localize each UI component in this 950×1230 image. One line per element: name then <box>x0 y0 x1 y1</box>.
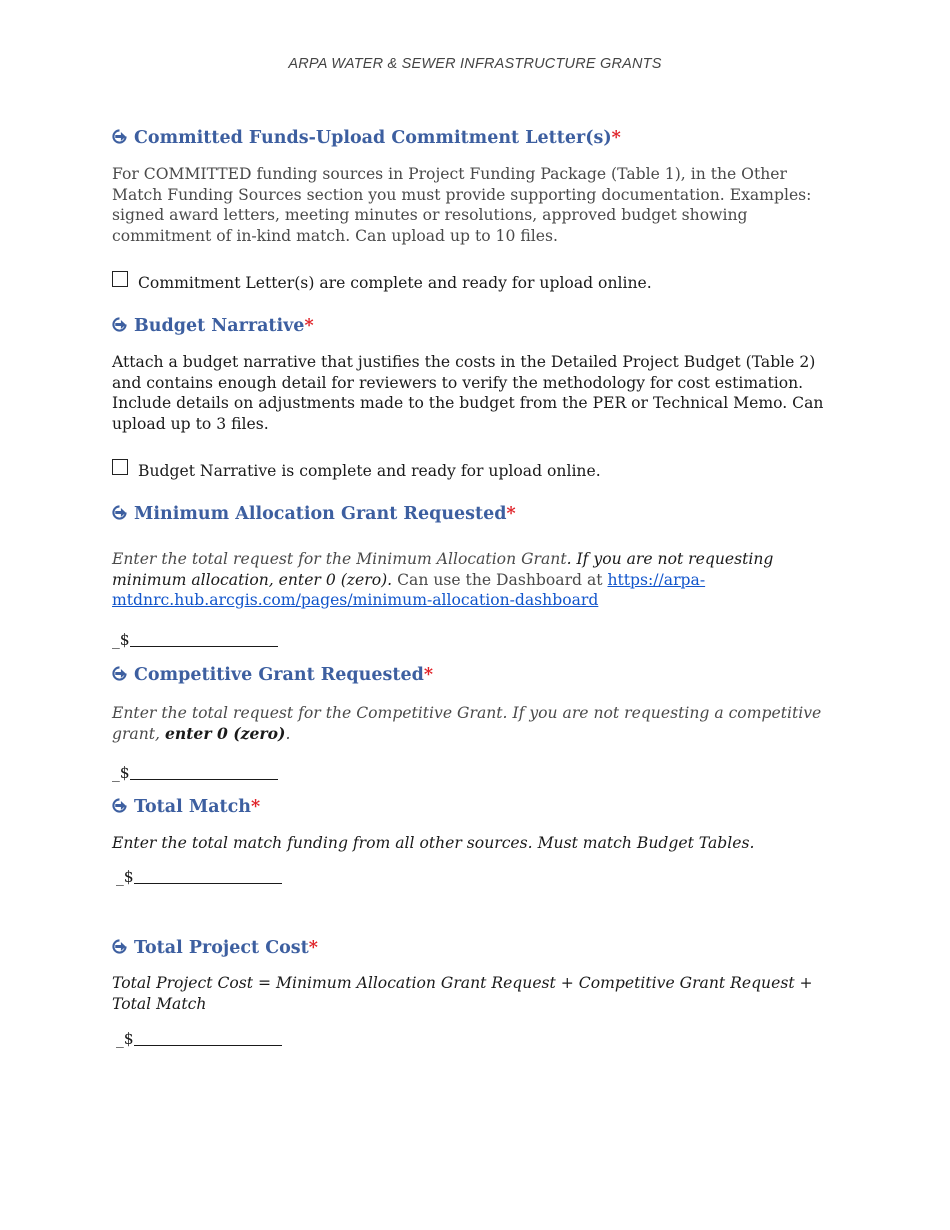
budget-narrative-checkbox[interactable] <box>112 459 128 475</box>
total-match-description: Enter the total match funding from all other sources. Must match Budget Tables. <box>112 834 755 852</box>
arrow-right-circle-icon <box>112 129 127 144</box>
committed-funds-checkbox-label: Commitment Letter(s) are complete and ready for upload online. <box>138 274 652 292</box>
total-match-amount-field[interactable]: _$ <box>116 868 282 886</box>
budget-narrative-checkbox-label: Budget Narrative is complete and ready for upload online. <box>138 462 601 480</box>
budget-narrative-description: Attach a budget narrative that justifies the costs in the Detailed Project Budget (Table 2) and contains enough detail for reviewers to verify the methodology for cost estimation. Include details on adjustments made to the budget from the PER or Technical Memo. Can upload up to 3 files. <box>112 353 824 433</box>
arrow-right-circle-icon <box>112 317 127 332</box>
committed-funds-checkbox-row[interactable] <box>112 271 652 292</box>
total-project-cost-amount-field[interactable]: _$ <box>116 1030 282 1048</box>
committed-funds-checkbox[interactable] <box>112 271 128 287</box>
competitive-grant-description: Enter the total request for the Competitive Grant. If you are not requesting a competitive grant, enter 0 (zero). <box>112 704 822 743</box>
total-match-heading: Total Match* <box>112 797 260 817</box>
minimum-allocation-heading: Minimum Allocation Grant Requested* <box>112 504 516 524</box>
arrow-right-circle-icon <box>112 505 127 520</box>
total-project-cost-heading: Total Project Cost* <box>112 938 318 958</box>
committed-funds-heading: Committed Funds-Upload Commitment Letter(s)* <box>112 128 621 148</box>
dashboard-link[interactable]: https://arpa-mtdnrc.hub.arcgis.com/pages/minimum-allocation-dashboard <box>112 570 706 609</box>
arrow-right-circle-icon <box>112 798 127 813</box>
total-project-cost-description: Total Project Cost = Minimum Allocation Grant Request + Competitive Grant Request + Total Match <box>112 974 813 1013</box>
arrow-right-circle-icon <box>112 666 127 681</box>
competitive-grant-amount-field[interactable]: _$ <box>112 764 278 782</box>
minimum-allocation-description: Enter the total request for the Minimum Allocation Grant. If you are not requesting minimum allocation, enter 0 (zero). Can use the Dashboard at https://arpa-mtdnrc.hub.arcgis.com/pages/minimum-allocation-dashboard <box>112 550 774 609</box>
budget-narrative-heading: Budget Narrative* <box>112 316 314 336</box>
committed-funds-description: For COMMITTED funding sources in Project Funding Package (Table 1), in the Other Match Funding Sources section you must provide supporting documentation. Examples: signed award letters, meeting minutes or resolutions, approved budget showing commitment of in-kind match. Can upload up to 10 files. <box>112 165 812 245</box>
page-header: ARPA WATER & SEWER INFRASTRUCTURE GRANTS <box>288 56 662 72</box>
budget-narrative-checkbox-row[interactable] <box>112 459 601 480</box>
arrow-right-circle-icon <box>112 939 127 954</box>
competitive-grant-heading: Competitive Grant Requested* <box>112 665 433 685</box>
minimum-allocation-amount-field[interactable]: _$ <box>112 631 278 649</box>
